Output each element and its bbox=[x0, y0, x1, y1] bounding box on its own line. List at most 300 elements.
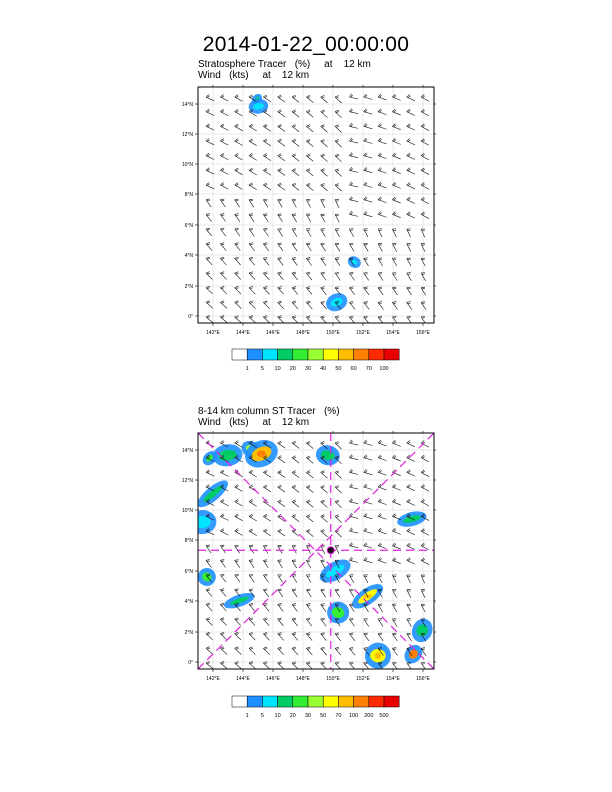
wind-barb-flag bbox=[279, 302, 282, 303]
wind-barb-staff bbox=[392, 546, 400, 549]
wind-barb bbox=[321, 229, 326, 237]
wind-barb bbox=[235, 618, 241, 626]
wind-barb bbox=[421, 529, 429, 536]
wind-barb-flag bbox=[321, 169, 325, 171]
wind-barb-staff bbox=[278, 258, 284, 265]
wind-barb bbox=[335, 272, 340, 280]
wind-barb bbox=[364, 618, 369, 626]
x-tick-label: 148°E bbox=[296, 330, 310, 336]
wind-barb bbox=[235, 109, 243, 116]
wind-barb-flag bbox=[279, 501, 282, 503]
wind-barb-staff bbox=[278, 531, 285, 536]
wind-barb bbox=[206, 661, 213, 668]
wind-barb-staff bbox=[349, 458, 358, 460]
wind-barb-flag bbox=[351, 544, 353, 546]
wind-barb bbox=[220, 632, 226, 640]
wind-barb bbox=[378, 543, 387, 549]
wind-barb-flag bbox=[265, 96, 268, 98]
wind-barb-flag bbox=[236, 244, 239, 245]
wind-barb bbox=[249, 168, 257, 175]
wind-barb bbox=[321, 618, 326, 626]
wind-barb-flag bbox=[306, 604, 310, 605]
wind-barb-staff bbox=[220, 126, 228, 130]
wind-barb-staff bbox=[220, 170, 228, 174]
wind-barb bbox=[306, 95, 313, 102]
colorbar-label: 200 bbox=[364, 713, 374, 719]
wind-barb bbox=[321, 287, 327, 295]
wind-barb-flag bbox=[206, 243, 210, 244]
wind-barb-flag bbox=[321, 243, 325, 244]
wind-barb bbox=[349, 513, 358, 518]
wind-barb-flag bbox=[336, 288, 339, 289]
wind-barb bbox=[392, 440, 400, 446]
wind-barb-flag bbox=[308, 170, 311, 171]
wind-barb-staff bbox=[378, 185, 387, 188]
wind-barb bbox=[278, 95, 285, 102]
wind-barb-flag bbox=[222, 530, 224, 532]
wind-barb bbox=[364, 229, 368, 237]
wind-barb-flag bbox=[293, 516, 296, 517]
wind-barb-flag bbox=[422, 111, 424, 113]
wind-barb bbox=[335, 229, 340, 237]
wind-barb-flag bbox=[365, 198, 367, 200]
wind-barb bbox=[206, 272, 212, 280]
wind-barb-flag bbox=[221, 634, 224, 635]
wind-barb-flag bbox=[394, 169, 396, 171]
wind-barb-flag bbox=[220, 214, 224, 215]
wind-barb bbox=[407, 619, 412, 627]
wind-barb bbox=[249, 529, 257, 536]
wind-barb-flag bbox=[379, 485, 381, 487]
wind-barb bbox=[321, 200, 325, 208]
wind-barb bbox=[249, 514, 257, 521]
colorbar bbox=[232, 696, 399, 719]
wind-barb-flag bbox=[322, 97, 325, 98]
wind-barb-flag bbox=[422, 457, 424, 459]
wind-barb-staff bbox=[206, 302, 213, 308]
wind-barb-flag bbox=[393, 318, 396, 319]
wind-barb-flag bbox=[365, 485, 367, 487]
wind-barb bbox=[278, 662, 284, 670]
wind-barb bbox=[335, 154, 342, 162]
wind-barb-staff bbox=[378, 97, 387, 100]
wind-barb-staff bbox=[321, 288, 327, 295]
wind-barb-flag bbox=[265, 140, 268, 142]
wind-barb-staff bbox=[407, 185, 415, 189]
wind-barb bbox=[407, 499, 415, 505]
wind-barb bbox=[407, 94, 415, 100]
wind-barb-flag bbox=[322, 111, 325, 112]
wind-barb bbox=[364, 167, 373, 172]
wind-barb-staff bbox=[335, 472, 342, 478]
wind-barb bbox=[321, 604, 326, 612]
wind-barb-flag bbox=[379, 139, 381, 141]
y-tick-label: 4°N bbox=[184, 599, 193, 605]
wind-barb-flag bbox=[263, 228, 267, 229]
wind-barb-flag bbox=[307, 663, 310, 664]
wind-barb-flag bbox=[336, 472, 339, 473]
wind-barb-staff bbox=[378, 560, 387, 563]
wind-barb-staff bbox=[349, 112, 358, 114]
wind-barb bbox=[421, 543, 429, 550]
wind-barb-flag bbox=[394, 559, 396, 561]
wind-barb-flag bbox=[265, 530, 268, 532]
wind-barb bbox=[292, 574, 297, 582]
wind-barb bbox=[278, 316, 284, 324]
wind-barb-staff bbox=[220, 575, 226, 582]
wind-barb bbox=[206, 647, 213, 655]
wind-barb bbox=[278, 441, 285, 448]
wind-barb bbox=[364, 243, 369, 251]
wind-barb-flag bbox=[250, 155, 252, 157]
wind-barb-staff bbox=[206, 229, 212, 236]
wind-barb-flag bbox=[335, 633, 339, 634]
wind-barb bbox=[335, 471, 342, 479]
wind-barb bbox=[249, 661, 256, 669]
wind-barb-flag bbox=[379, 213, 381, 215]
wind-barb bbox=[306, 125, 313, 132]
wind-barb-flag bbox=[306, 287, 310, 288]
wind-barb-flag bbox=[365, 95, 367, 97]
wind-barb bbox=[378, 243, 382, 251]
wind-barb-staff bbox=[407, 443, 415, 447]
wind-barb bbox=[249, 301, 255, 309]
x-tick-label: 144°E bbox=[236, 676, 250, 682]
wind-barb bbox=[306, 183, 313, 190]
wind-barb-flag bbox=[308, 185, 311, 186]
wind-barb-flag bbox=[279, 605, 282, 606]
plot-frame bbox=[198, 433, 434, 669]
wind-barb-staff bbox=[407, 112, 415, 116]
wind-barb-flag bbox=[349, 618, 353, 619]
wind-barb bbox=[421, 441, 429, 448]
wind-barb-flag bbox=[235, 301, 239, 302]
wind-barb bbox=[378, 94, 387, 100]
wind-barb-staff bbox=[235, 648, 242, 654]
wind-barb-flag bbox=[221, 576, 224, 577]
wind-barb bbox=[220, 168, 228, 175]
wind-barb-staff bbox=[306, 126, 313, 132]
wind-barb-flag bbox=[408, 140, 410, 142]
wind-barb bbox=[292, 560, 297, 568]
wind-barb-flag bbox=[321, 647, 325, 648]
wind-barb-flag bbox=[351, 168, 353, 170]
wind-barb-flag bbox=[422, 318, 425, 319]
wind-barb-staff bbox=[349, 185, 358, 187]
x-tick-label: 152°E bbox=[356, 676, 370, 682]
wind-barb-flag bbox=[394, 515, 396, 517]
wind-barb-flag bbox=[263, 618, 267, 619]
wind-barb-flag bbox=[322, 472, 325, 473]
wind-barb bbox=[220, 124, 228, 131]
wind-barb-flag bbox=[307, 303, 310, 304]
wind-barb-flag bbox=[206, 272, 210, 273]
wind-barb-flag bbox=[407, 302, 411, 303]
wind-barb-flag bbox=[322, 531, 325, 532]
wind-barb bbox=[220, 470, 228, 477]
wind-barb bbox=[278, 500, 285, 507]
wind-barb bbox=[321, 154, 328, 162]
wind-barb-staff bbox=[407, 214, 415, 218]
wind-barb-flag bbox=[206, 632, 210, 633]
wind-barb bbox=[278, 560, 283, 568]
wind-barb bbox=[421, 95, 429, 102]
colorbar-label: 30 bbox=[304, 366, 312, 372]
wind-barb bbox=[220, 301, 227, 309]
wind-barb-flag bbox=[250, 590, 253, 591]
wind-barb-flag bbox=[365, 663, 368, 664]
wind-barb-staff bbox=[235, 126, 243, 130]
wind-barb bbox=[306, 545, 310, 553]
colorbar-label: 100 bbox=[379, 366, 389, 372]
wind-barb-flag bbox=[221, 259, 224, 260]
wind-barb-flag bbox=[322, 443, 325, 444]
wind-barb bbox=[263, 183, 271, 190]
x-tick-label: 144°E bbox=[236, 330, 250, 336]
wind-barb-staff bbox=[220, 273, 226, 279]
wind-barb bbox=[292, 272, 298, 280]
wind-barb-flag bbox=[321, 272, 325, 273]
wind-barb bbox=[263, 618, 269, 626]
wind-barb-staff bbox=[421, 546, 429, 550]
wind-barb-flag bbox=[407, 633, 411, 634]
wind-barb-flag bbox=[279, 634, 282, 635]
colorbar-label: 40 bbox=[320, 366, 327, 372]
wind-barb-flag bbox=[408, 664, 411, 665]
wind-barb bbox=[206, 545, 211, 553]
wind-barb-flag bbox=[379, 198, 381, 200]
wind-barb-flag bbox=[378, 287, 382, 288]
wind-barb-flag bbox=[322, 516, 325, 517]
wind-barb bbox=[235, 545, 240, 553]
wind-barb-flag bbox=[206, 560, 210, 561]
wind-barb-flag bbox=[335, 96, 339, 97]
wind-barb bbox=[407, 153, 415, 159]
wind-barb-flag bbox=[351, 212, 353, 214]
wind-barb-flag bbox=[308, 97, 311, 98]
wind-barb-staff bbox=[235, 531, 243, 535]
wind-barb bbox=[220, 647, 227, 655]
x-tick-label: 142°E bbox=[206, 676, 220, 682]
wind-barb-flag bbox=[206, 257, 210, 258]
colorbar-label: 10 bbox=[274, 366, 281, 372]
wind-barb-flag bbox=[335, 140, 339, 141]
wind-barb-staff bbox=[306, 156, 313, 162]
wind-barb-flag bbox=[278, 618, 282, 619]
wind-barb bbox=[335, 486, 342, 494]
wind-barb-flag bbox=[207, 244, 210, 245]
wind-barb-staff bbox=[220, 185, 228, 189]
wind-barb bbox=[349, 557, 358, 562]
wind-barb bbox=[364, 182, 373, 187]
wind-barb-flag bbox=[335, 515, 339, 516]
wind-barb-flag bbox=[394, 500, 396, 502]
wind-barb-flag bbox=[379, 471, 381, 473]
wind-barb bbox=[220, 257, 226, 265]
wind-barb-staff bbox=[278, 502, 285, 507]
wind-barb bbox=[392, 197, 400, 203]
wind-barb-flag bbox=[207, 619, 210, 620]
wind-barb-flag bbox=[307, 259, 310, 260]
wind-barb-flag bbox=[207, 125, 209, 127]
wind-barb bbox=[263, 529, 271, 536]
wind-barb bbox=[292, 199, 296, 207]
wind-barb-staff bbox=[321, 502, 328, 508]
wind-barb-flag bbox=[393, 649, 396, 650]
wind-barb-flag bbox=[322, 501, 325, 502]
wind-barb-staff bbox=[364, 546, 373, 548]
wind-barb bbox=[306, 471, 313, 478]
wind-barb bbox=[364, 440, 373, 445]
wind-barb-flag bbox=[220, 243, 224, 244]
wind-barb-flag bbox=[207, 648, 210, 649]
wind-barb-staff bbox=[249, 258, 255, 265]
wind-barb-flag bbox=[293, 184, 296, 185]
wind-barb-flag bbox=[278, 316, 282, 317]
wind-barb-staff bbox=[335, 443, 342, 449]
wind-barb-staff bbox=[292, 288, 298, 295]
wind-barb-staff bbox=[306, 634, 312, 641]
wind-barb bbox=[321, 139, 328, 147]
wind-barb-flag bbox=[250, 288, 253, 289]
wind-barb-flag bbox=[394, 96, 396, 98]
wind-barb-flag bbox=[292, 243, 296, 244]
wind-barb bbox=[321, 214, 325, 222]
wind-barb-staff bbox=[220, 258, 226, 265]
wind-barb-flag bbox=[307, 605, 310, 606]
wind-barb bbox=[407, 543, 415, 549]
wind-barb-staff bbox=[392, 458, 400, 461]
wind-barb-flag bbox=[249, 243, 253, 244]
y-tick-label: 6°N bbox=[184, 569, 193, 575]
wind-barb-flag bbox=[250, 302, 253, 303]
wind-barb bbox=[349, 469, 358, 474]
wind-barb-flag bbox=[308, 501, 311, 502]
wind-barb bbox=[349, 618, 354, 626]
wind-barb bbox=[278, 470, 285, 477]
wind-barb-flag bbox=[365, 168, 367, 170]
wind-barb-staff bbox=[321, 487, 328, 493]
wind-barb-flag bbox=[379, 110, 381, 112]
wind-barb bbox=[421, 168, 429, 175]
wind-barb bbox=[321, 272, 326, 280]
wind-barb-flag bbox=[250, 648, 253, 649]
wind-barb-staff bbox=[349, 560, 358, 562]
wind-barb-staff bbox=[349, 126, 358, 128]
wind-barb-flag bbox=[336, 634, 339, 635]
wind-barb-staff bbox=[263, 170, 271, 175]
wind-barb-staff bbox=[220, 112, 228, 116]
wind-barb-staff bbox=[306, 112, 313, 118]
wind-barb bbox=[335, 169, 342, 177]
wind-barb-flag bbox=[222, 111, 224, 113]
wind-barb bbox=[249, 243, 255, 251]
wind-barb bbox=[392, 484, 400, 490]
wind-barb-staff bbox=[364, 97, 373, 99]
wind-barb-flag bbox=[349, 301, 353, 302]
wind-barb-staff bbox=[335, 634, 341, 641]
wind-barb-flag bbox=[422, 184, 424, 186]
wind-barb-staff bbox=[378, 214, 387, 217]
wind-barb-flag bbox=[279, 273, 282, 274]
wind-barb bbox=[349, 589, 354, 597]
wind-barb bbox=[278, 243, 283, 251]
wind-barb-staff bbox=[321, 516, 328, 522]
wind-barb-flag bbox=[293, 590, 296, 591]
wind-barb-flag bbox=[278, 662, 282, 663]
wind-barb-flag bbox=[292, 272, 296, 273]
wind-barb-staff bbox=[407, 458, 415, 462]
wind-barb-flag bbox=[322, 634, 325, 635]
wind-barb-flag bbox=[293, 155, 296, 156]
wind-barb-flag bbox=[394, 486, 396, 488]
wind-barb-flag bbox=[206, 647, 210, 649]
wind-barb bbox=[235, 286, 241, 294]
wind-barb-flag bbox=[422, 199, 424, 201]
wind-barb-flag bbox=[293, 605, 296, 606]
wind-barb-flag bbox=[322, 259, 325, 260]
wind-barb-staff bbox=[306, 516, 313, 522]
wind-barb-staff bbox=[364, 302, 370, 309]
wind-barb-flag bbox=[336, 126, 339, 127]
wind-barb bbox=[235, 228, 240, 236]
wind-barb-flag bbox=[264, 317, 267, 318]
wind-barb-staff bbox=[421, 200, 429, 204]
wind-barb bbox=[421, 485, 429, 492]
wind-barb-flag bbox=[335, 287, 339, 288]
wind-barb-flag bbox=[279, 530, 282, 532]
wind-barb-staff bbox=[249, 502, 257, 507]
wind-barb-flag bbox=[207, 184, 209, 186]
wind-barb-flag bbox=[350, 649, 353, 650]
wind-barb bbox=[206, 315, 213, 322]
wind-barb bbox=[235, 485, 243, 492]
wind-barb bbox=[306, 647, 312, 655]
wind-barb bbox=[378, 618, 383, 626]
wind-barb bbox=[292, 316, 298, 324]
wind-barb bbox=[349, 499, 358, 504]
wind-barb-flag bbox=[250, 663, 253, 664]
wind-barb-flag bbox=[263, 301, 267, 302]
wind-barb-flag bbox=[278, 286, 282, 287]
wind-barb-flag bbox=[336, 502, 339, 503]
wind-barb-flag bbox=[249, 286, 253, 287]
y-tick-label: 10°N bbox=[181, 162, 193, 168]
wind-barb bbox=[263, 632, 269, 640]
wind-barb-flag bbox=[378, 272, 382, 273]
wind-barb-staff bbox=[220, 619, 226, 625]
wind-barb-staff bbox=[421, 502, 429, 506]
wind-barb-flag bbox=[278, 603, 282, 604]
wind-barb-flag bbox=[336, 516, 339, 517]
wind-barb bbox=[220, 514, 228, 521]
wind-barb-staff bbox=[278, 185, 285, 190]
wind-barb-flag bbox=[408, 110, 410, 112]
wind-barb-flag bbox=[278, 228, 282, 229]
wind-barb-staff bbox=[421, 487, 429, 491]
wind-barb bbox=[292, 124, 299, 131]
wind-barb bbox=[263, 286, 269, 294]
wind-barb-flag bbox=[207, 302, 210, 303]
wind-barb-staff bbox=[335, 487, 342, 493]
wind-barb-staff bbox=[292, 458, 299, 463]
wind-barb-flag bbox=[249, 257, 253, 258]
wind-barb-staff bbox=[364, 214, 373, 216]
y-tick-label: 6°N bbox=[184, 223, 193, 229]
wind-barb-staff bbox=[292, 302, 298, 309]
wind-barb bbox=[421, 455, 429, 462]
wind-barb-staff bbox=[206, 634, 213, 640]
